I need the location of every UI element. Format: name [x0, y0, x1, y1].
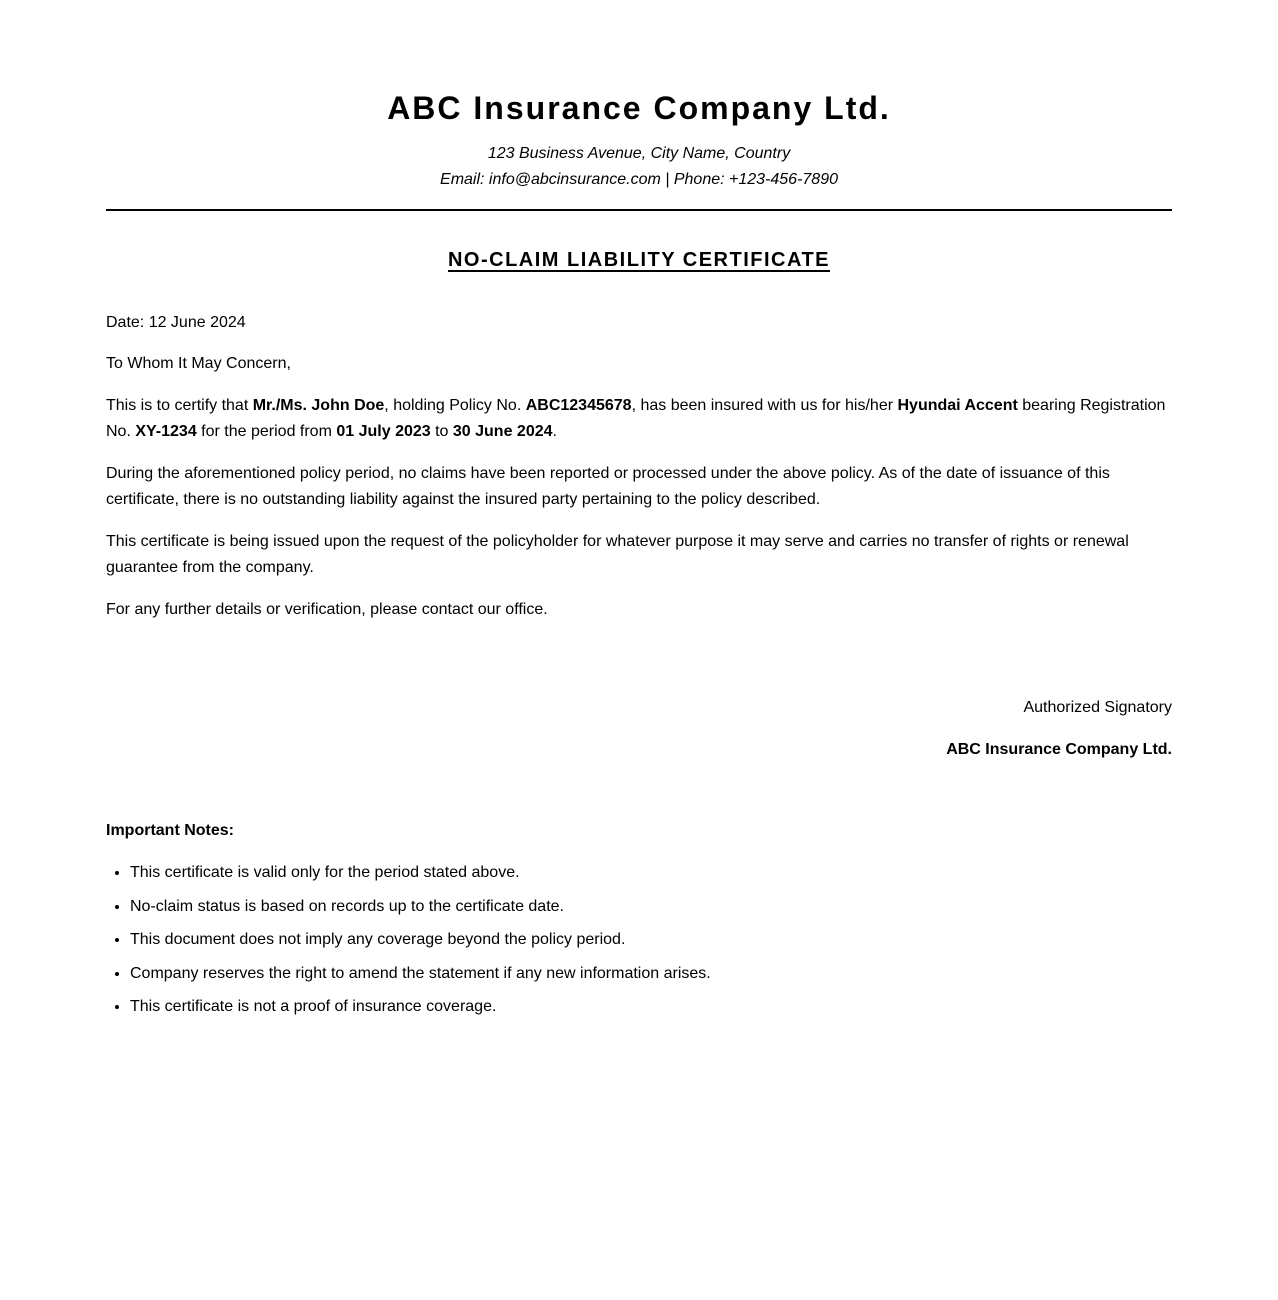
header-divider — [106, 209, 1172, 211]
notes-heading: Important Notes: — [106, 822, 234, 839]
certificate-page — [106, 0, 1172, 1020]
vehicle-name: Hyundai Accent — [897, 397, 1018, 414]
certify-text-6: to — [430, 423, 453, 440]
company-address: 123 Business Avenue, City Name, Country — [487, 145, 791, 162]
policy-number: ABC12345678 — [525, 397, 632, 414]
certify-text-3: , has been insured with us for his/her — [631, 397, 898, 414]
certify-text-5: for the period from — [196, 423, 337, 440]
holder-name: Mr./Ms. John Doe — [252, 397, 385, 414]
signatory-company: ABC Insurance Company Ltd. — [946, 741, 1172, 758]
contact-paragraph: For any further details or verification, please contact our office. — [106, 601, 548, 618]
certify-text-2: , holding Policy No. — [384, 397, 526, 414]
company-name: ABC Insurance Company Ltd. — [387, 90, 891, 126]
note-item: • This certificate is not a proof of insurance coverage. — [130, 994, 1172, 1020]
note-item: • Company reserves the right to amend the statement if any new information arises. — [130, 961, 1172, 987]
company-address-block — [106, 141, 1172, 193]
issuance-paragraph: This certificate is being issued upon the request of the policyholder for whatever purpose it may serve and carries no transfer of rights or renewal guarantee from the company. — [106, 533, 1129, 576]
certify-paragraph — [106, 393, 1172, 445]
certify-text-4: bearing Registration No. — [106, 397, 1166, 440]
note-item: • This certificate is valid only for the period stated above. — [130, 860, 1172, 886]
signatory-title: Authorized Signatory — [1023, 699, 1172, 716]
salutation: To Whom It May Concern, — [106, 355, 291, 372]
no-claims-paragraph: During the aforementioned policy period, no claims have been reported or processed under the above policy. As of the date of issuance of this certificate, there is no outstanding liability against the insured party pertaining to the policy described. — [106, 465, 1110, 508]
certificate-date: Date: 12 June 2024 — [106, 314, 246, 331]
document-title: NO-CLAIM LIABILITY CERTIFICATE — [447, 249, 830, 271]
certify-text-7: . — [552, 423, 557, 440]
note-item: • No-claim status is based on records up to the certificate date. — [130, 894, 1172, 920]
registration-number: XY-1234 — [135, 423, 197, 440]
company-contact: Email: info@abcinsurance.com | Phone: +123-456-7890 — [440, 171, 838, 188]
certify-text-1: This is to certify that — [106, 397, 253, 414]
period-end: 30 June 2024 — [452, 423, 553, 440]
note-item: • This document does not imply any coverage beyond the policy period. — [130, 927, 1172, 953]
period-start: 01 July 2023 — [336, 423, 431, 440]
notes-list — [106, 860, 1172, 1020]
